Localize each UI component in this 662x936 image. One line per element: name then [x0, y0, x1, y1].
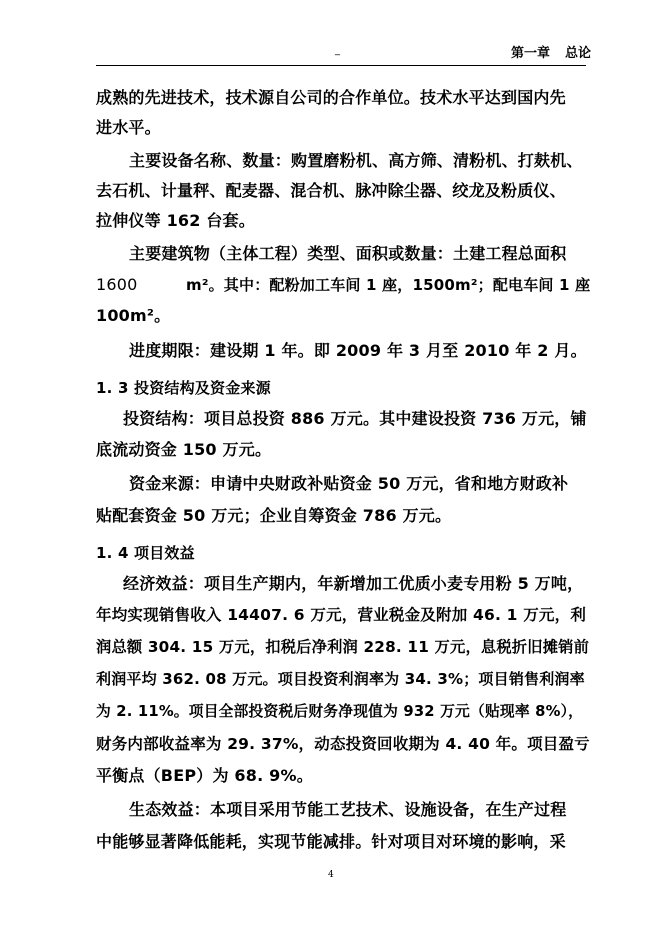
paragraph-line: 成熟的先进技术，技术源自公司的合作单位。技术水平达到国内先 [96, 88, 566, 107]
paragraph-line: 100m²。 [96, 306, 171, 325]
paragraph-line: 经济效益：项目生产期内，年新增加工优质小麦专用粉 5 万吨， [123, 574, 584, 593]
header-rule [96, 65, 586, 66]
paragraph-line: 主要设备名称、数量：购置磨粉机、高方筛、清粉机、打麸机、 [129, 151, 583, 170]
paragraph-line: 财务内部收益率为 29. 37%，动态投资回收期为 4. 40 年。项目盈亏 [96, 735, 590, 753]
header-dash: _ [335, 45, 340, 56]
paragraph-line: 主要建筑物（主体工程）类型、面积或数量：土建工程总面积 [129, 244, 567, 263]
header-title: 总论 [565, 46, 592, 61]
paragraph-line: 进水平。 [96, 118, 161, 137]
paragraph-line: 进度期限：建设期 1 年。即 2009 年 3 月至 2010 年 2 月。 [129, 341, 587, 360]
section-heading: 1. 4 项目效益 [96, 544, 195, 562]
paragraph-line: 平衡点（BEP）为 68. 9%。 [96, 766, 313, 785]
paragraph-line: 润总额 304. 15 万元，扣税后净利润 228. 11 万元，息税折旧摊销前 [96, 638, 590, 656]
paragraph-line: m²。其中：配粉加工车间 1 座，1500m²；配电车间 1 座 [186, 276, 591, 294]
paragraph-line: 利润平均 362. 08 万元。项目投资利润率为 34. 3%；项目销售利润率 [96, 670, 585, 688]
paragraph-line: 去石机、计量秤、配麦器、混合机、脉冲除尘器、绞龙及粉质仪、 [96, 181, 566, 200]
paragraph-line: 为 2. 11%。项目全部投资税后财务净现值为 932 万元（贴现率 8%）， [96, 703, 584, 720]
paragraph-line: 拉伸仪等 162 台套。 [96, 211, 255, 230]
section-heading: 1. 3 投资结构及资金来源 [96, 379, 271, 397]
paragraph-line: 投资结构：项目总投资 886 万元。其中建设投资 736 万元，铺 [123, 409, 587, 428]
paragraph-line: 资金来源：申请中央财政补贴资金 50 万元，省和地方财政补 [129, 474, 569, 493]
page-number: 4 [328, 870, 334, 880]
paragraph-line: 中能够显著降低能耗，实现节能减排。针对项目对环境的影响，采 [96, 832, 566, 851]
header-chapter: 第一章 [511, 46, 551, 61]
paragraph-line: 1600 [96, 275, 138, 294]
paragraph-line: 贴配套资金 50 万元；企业自筹资金 786 万元。 [96, 506, 452, 525]
paragraph-line: 生态效益：本项目采用节能工艺技术、设施设备，在生产过程 [129, 800, 567, 819]
paragraph-line: 年均实现销售收入 14407. 6 万元，营业税金及附加 46. 1 万元，利 [96, 606, 587, 624]
paragraph-line: 底流动资金 150 万元。 [96, 440, 272, 459]
